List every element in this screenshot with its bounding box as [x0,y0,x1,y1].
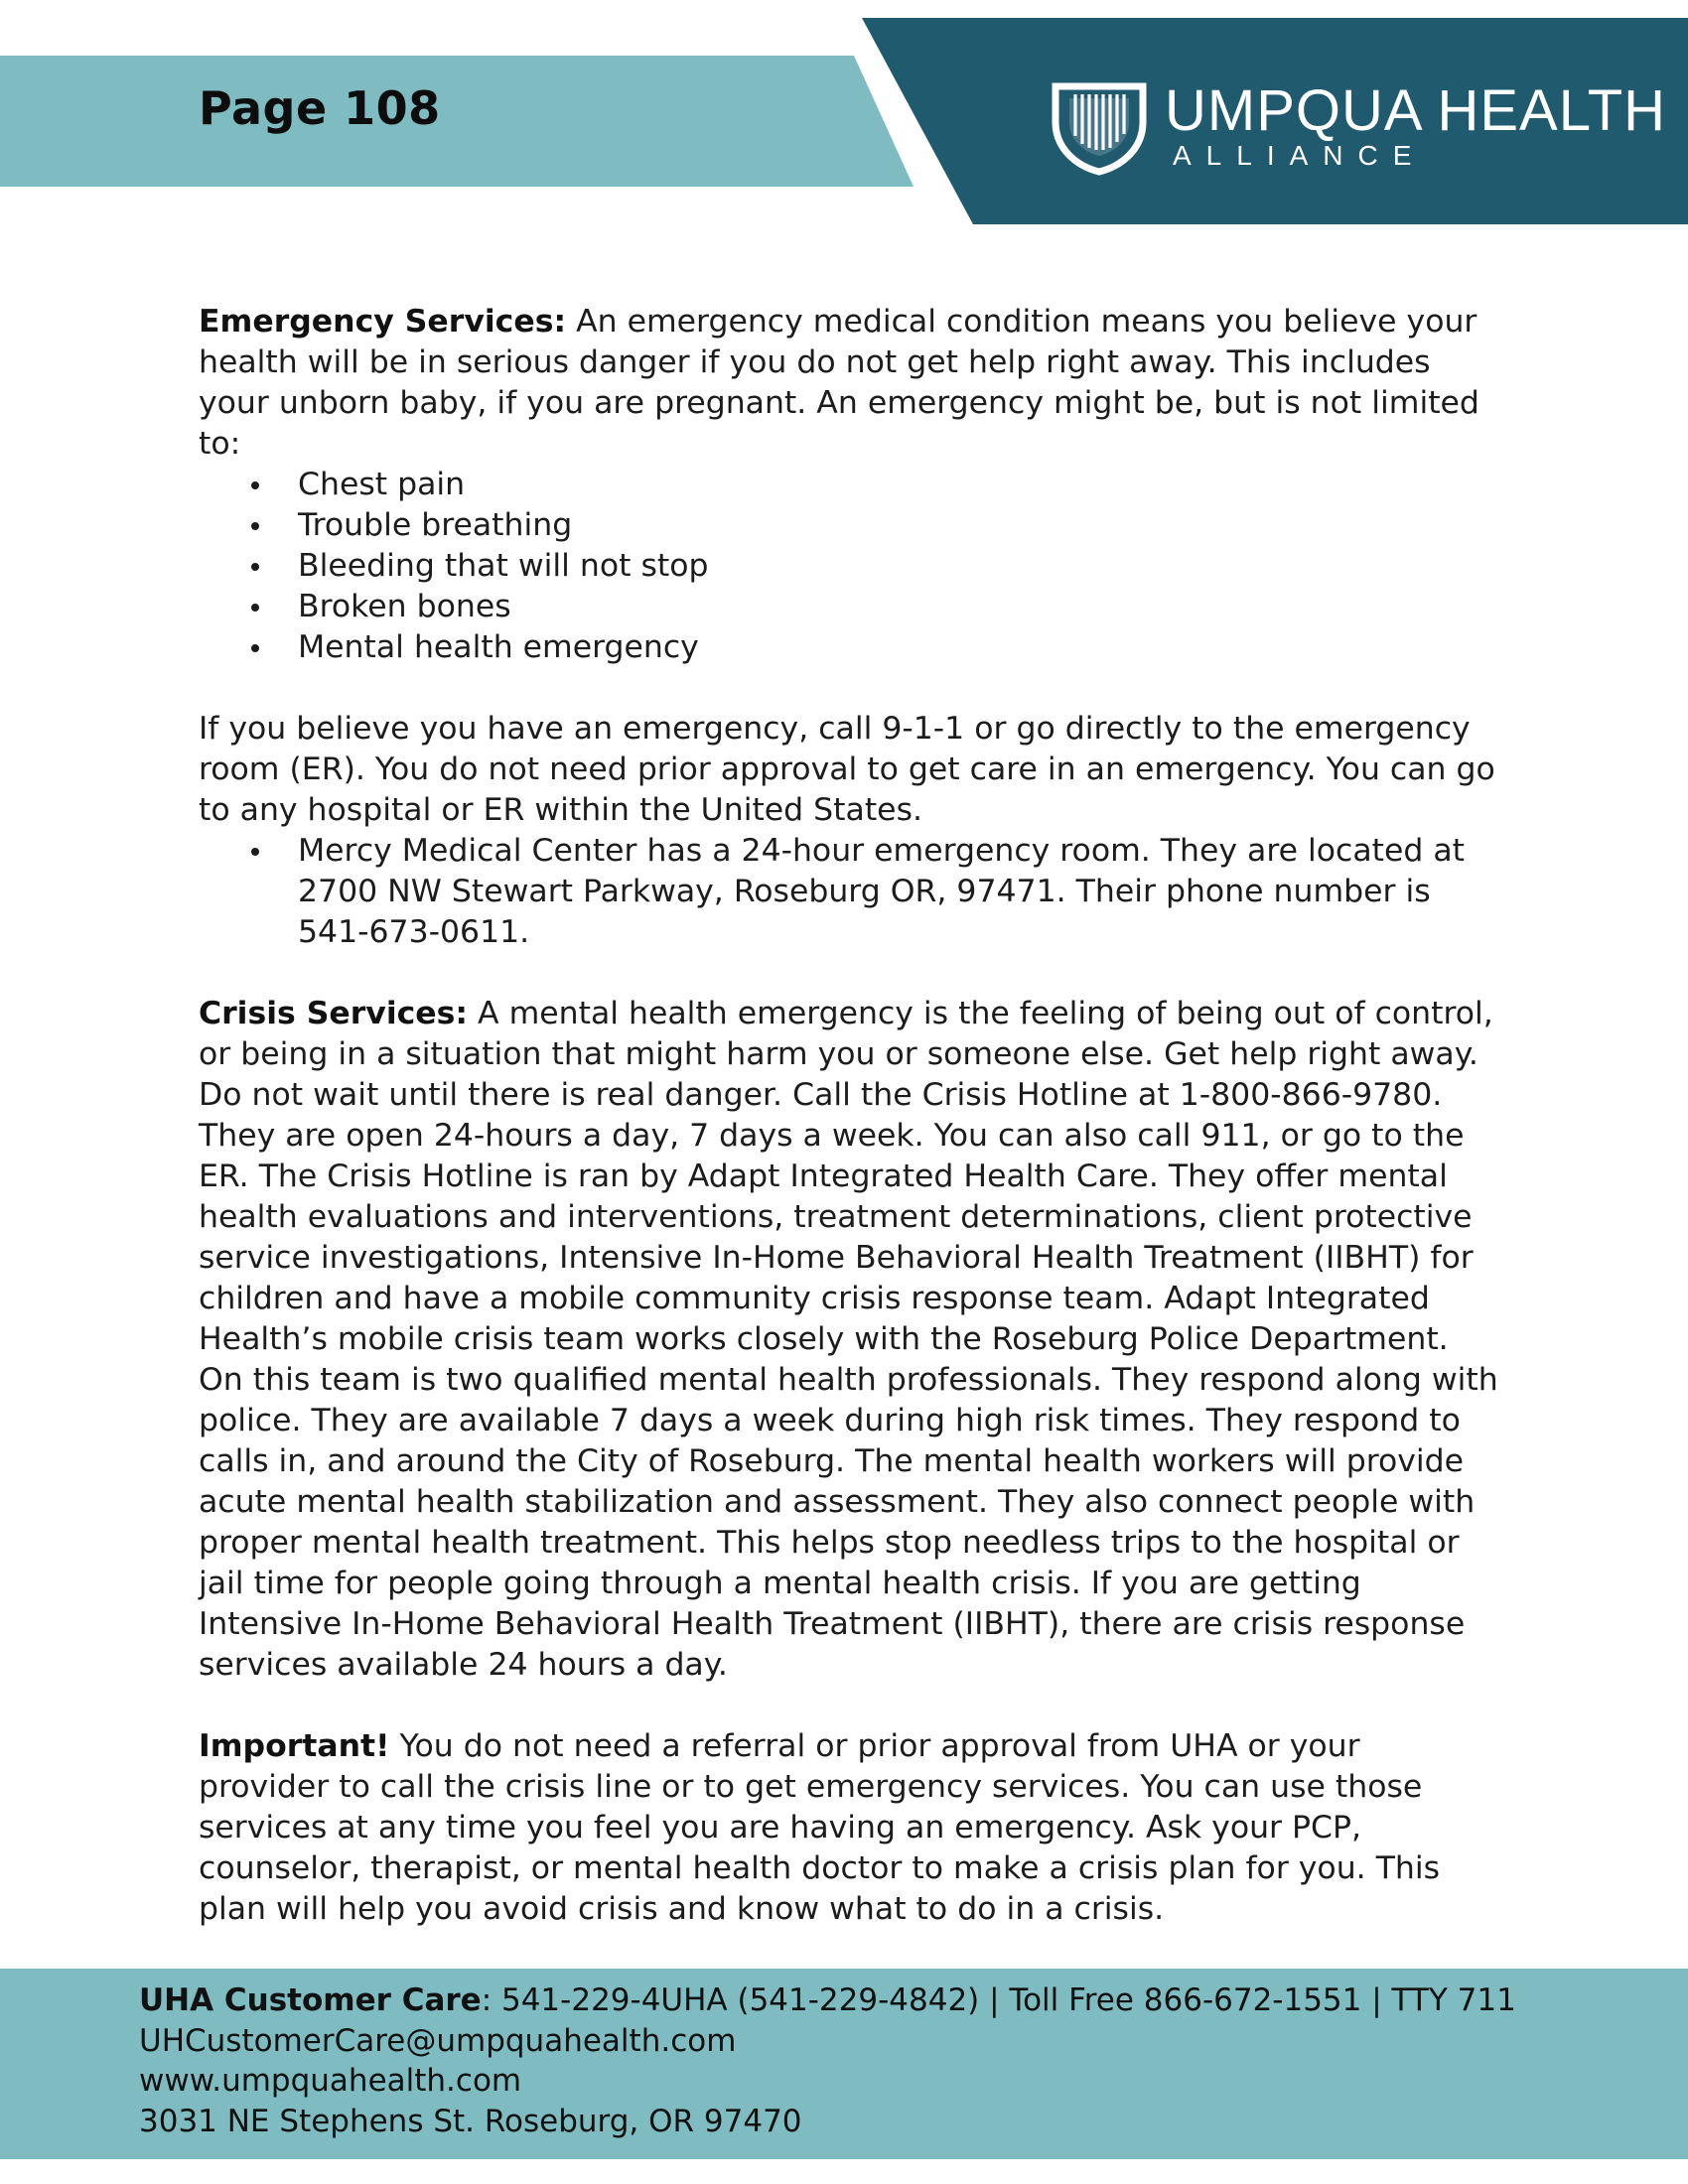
shield-logo-icon [1048,76,1151,176]
umpqua-health-logo [1048,71,1667,181]
page-content [199,302,1499,1930]
website: www.umpquahealth.com [139,2063,522,2099]
list-item: Trouble breathing [199,505,1499,546]
emergency-intro: Emergency Services: An emergency medical condition means you believe your health will be in serious danger if you do not get help right away. This includes your unborn baby, if you are pregnant. An emergency might be, but is not limited to: [199,304,1479,462]
header-band [0,56,914,187]
important-heading: Important! [199,1728,390,1764]
logo-name: UMPQUA HEALTH [1165,78,1667,143]
footer [0,1969,1688,2159]
customer-care-line [139,1980,1516,2021]
customer-care-label: UHA Customer Care [139,1982,482,2018]
logo-subtitle: ALLIANCE [1173,140,1427,171]
list-item: Mental health emergency [199,627,1499,668]
address: 3031 NE Stephens St. Roseburg, OR 97470 [139,2103,802,2139]
important-paragraph: Important! You do not need a referral or prior approval from UHA or your provider to call the crisis line or to get emergency services. You can use those services at any time you feel you are having an emergency. Ask your PCP, counselor, therapist, or mental health doctor to make a crisis plan for you. This plan will help you avoid crisis and know what to do in a crisis. [199,1728,1441,1927]
hospital-list [199,831,1499,953]
emergency-list [199,465,1499,668]
list-item: Chest pain [199,465,1499,505]
emergency-heading: Emergency Services: [199,304,567,340]
list-item: Broken bones [199,587,1499,627]
crisis-heading: Crisis Services: [199,996,469,1031]
emergency-instructions: If you believe you have an emergency, call 9-1-1 or go directly to the emergency room (ER). You do not need prior approval to get care in an emergency. You can go to any hospital or ER within the United States. [199,711,1495,828]
crisis-paragraph: Crisis Services: A mental health emergency is the feeling of being out of control, or being in a situation that might harm you or someone else. Get help right away. Do not wait until there is real danger. Call the Crisis Hotline at 1-800-866-9780. They are open 24-hours a day, 7 days a week. You can also call 911, or go to the ER. The Crisis Hotline is ran by Adapt Integrated Health Care. They offer mental health evaluations and interventions, treatment determinations, client protective service investigations, Intensive In-Home Behavioral Health Treatment (IIBHT) for children and have a mobile community crisis response team. Adapt Integrated Health’s mobile crisis team works closely with the Roseburg Police Department. On this team is two qualified mental health professionals. They respond along with police. They are available 7 days a week during high risk times. They respond to calls in, and around the City of Roseburg. The mental health workers will provide acute mental health stabilization and assessment. They also connect people with proper mental health treatment. This helps stop needless trips to the hospital or jail time for people going through a mental health crisis. If you are getting Intensive In-Home Behavioral Health Treatment (IIBHT), there are crisis response services available 24 hours a day. [199,996,1498,1683]
list-item: Mercy Medical Center has a 24-hour emergency room. They are located at 2700 NW Stewart Parkway, Roseburg OR, 97471. Their phone number is 541-673-0611. [199,831,1499,953]
list-item: Bleeding that will not stop [199,546,1499,587]
customer-care-phones: : 541-229-4UHA (541-229-4842) | Toll Free 866-672-1551 | TTY 711 [481,1982,1516,2018]
page-number: Page 108 [199,81,441,135]
customer-care-email: UHCustomerCare@umpquahealth.com [139,2022,737,2059]
